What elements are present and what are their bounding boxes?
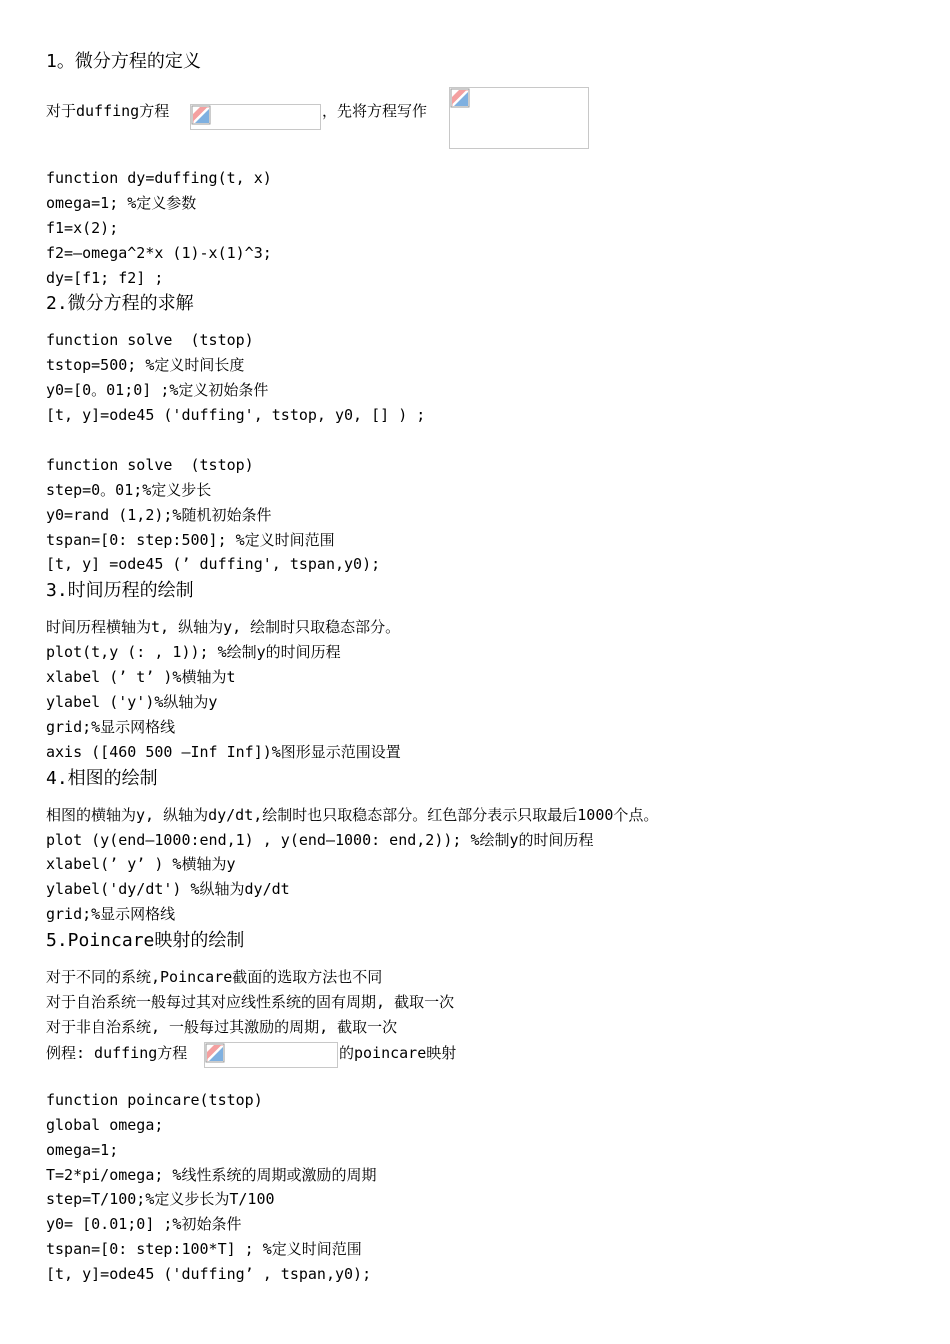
code-line: [t, y]=ode45 ('duffing’ , tspan,y0);	[46, 1265, 372, 1284]
code-line: y0=[0。01;0] ;%定义初始条件	[46, 381, 269, 400]
text-line: 相图的横轴为y, 纵轴为dy/dt,绘制时也只取稳态部分。红色部分表示只取最后1000个点。	[46, 805, 659, 824]
broken-image-icon	[450, 88, 470, 108]
equation-image-placeholder	[190, 104, 321, 130]
code-line: ylabel('dy/dt') %纵轴为dy/dt	[46, 880, 290, 899]
code-line: f2=—omega^2*x (1)-x(1)^3;	[46, 243, 272, 262]
code-line: function solve (tstop)	[46, 331, 254, 350]
code-line: function solve (tstop)	[46, 455, 254, 474]
code-line: y0=rand (1,2);%随机初始条件	[46, 505, 272, 524]
text-line: 对于自治系统一般每过其对应线性系统的固有周期, 截取一次	[46, 993, 455, 1012]
section-1-heading: 1。微分方程的定义	[46, 51, 201, 72]
section-5-heading: 5.Poincare映射的绘制	[46, 930, 245, 952]
intro-text-b: ，先将方程写作	[322, 102, 428, 120]
code-line: [t, y] =ode45 (’ duffing', tspan,y0);	[46, 555, 381, 574]
code-line: tspan=[0: step:500]; %定义时间范围	[46, 530, 335, 549]
text-line: 对于非自治系统, 一般每过其激励的周期, 截取一次	[46, 1017, 398, 1036]
code-line: step=0。01;%定义步长	[46, 480, 212, 499]
example-text-b: 的poincare映射	[339, 1043, 457, 1062]
code-line: [t, y]=ode45 ('duffing', tstop, y0, [] ) ;	[46, 406, 426, 425]
code-line: plot (y(end—1000:end,1) , y(end—1000: end,2)); %绘制y的时间历程	[46, 830, 594, 849]
code-line: omega=1; %定义参数	[46, 193, 197, 212]
document-page	[46, 48, 916, 1287]
code-line: omega=1;	[46, 1140, 119, 1159]
example-text-a: 例程: duffing方程	[46, 1043, 188, 1062]
intro-text-a: 对于duffing方程	[46, 102, 170, 120]
example-equation-image-placeholder	[204, 1042, 338, 1068]
code-line: dy=[f1; f2] ;	[46, 268, 164, 287]
code-line: xlabel (’ t’ )%横轴为t	[46, 668, 236, 687]
system-equation-image-placeholder	[449, 87, 589, 149]
code-line: y0= [0.01;0] ;%初始条件	[46, 1215, 242, 1234]
code-line: tstop=500; %定义时间长度	[46, 356, 245, 375]
text-line: 对于不同的系统,Poincare截面的选取方法也不同	[46, 968, 383, 987]
code-line: ylabel ('y')%纵轴为y	[46, 693, 218, 712]
section-3-heading: 3.时间历程的绘制	[46, 580, 194, 602]
code-line: tspan=[0: step:100*T] ; %定义时间范围	[46, 1240, 362, 1259]
example-line	[46, 1040, 916, 1074]
code-line: f1=x(2);	[46, 218, 119, 237]
code-line: T=2*pi/omega; %线性系统的周期或激励的周期	[46, 1165, 377, 1184]
code-line: function dy=duffing(t, x)	[46, 169, 272, 187]
code-line: global omega;	[46, 1115, 164, 1134]
broken-image-icon	[191, 105, 211, 125]
section-2-heading: 2.微分方程的求解	[46, 293, 194, 315]
code-line: grid;%显示网格线	[46, 905, 176, 924]
section-4-heading: 4.相图的绘制	[46, 767, 158, 789]
code-line: function poincare(tstop)	[46, 1090, 263, 1109]
code-line: xlabel(’ y’ ) %横轴为y	[46, 855, 236, 874]
section-1-intro	[46, 90, 916, 152]
code-line: plot(t,y (: , 1)); %绘制y的时间历程	[46, 643, 341, 662]
code-line: grid;%显示网格线	[46, 717, 176, 736]
code-line: step=T/100;%定义步长为T/100	[46, 1190, 275, 1209]
text-line: 时间历程横轴为t, 纵轴为y, 绘制时只取稳态部分。	[46, 618, 401, 637]
code-line: axis ([460 500 —Inf Inf])%图形显示范围设置	[46, 742, 401, 761]
broken-image-icon	[205, 1043, 225, 1063]
